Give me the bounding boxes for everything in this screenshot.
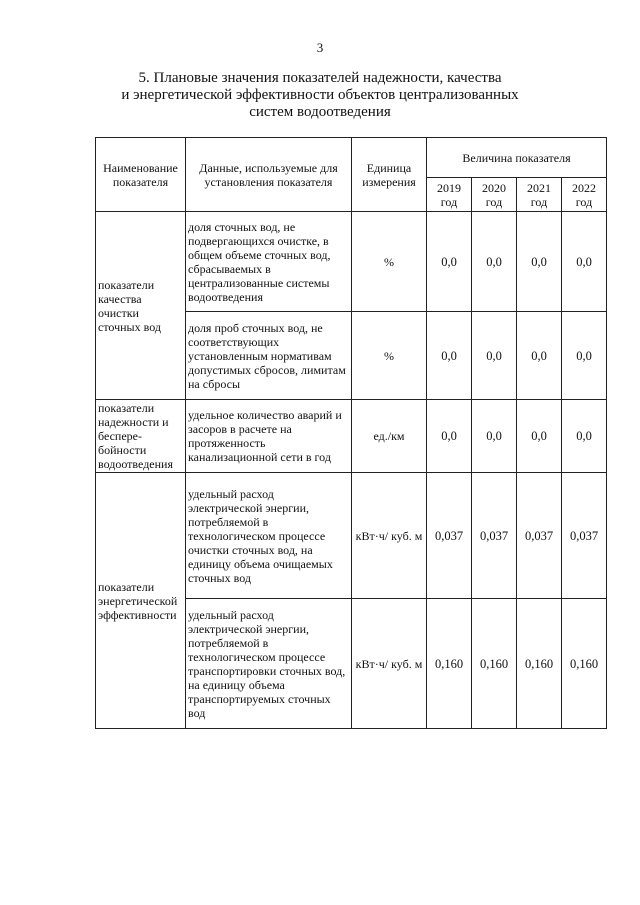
header-row: [96, 138, 607, 178]
value-2021: 0,0: [517, 212, 562, 312]
value-2019: 0,037: [427, 473, 472, 599]
indicators-table: [95, 137, 607, 729]
value-2022: 0,160: [562, 599, 607, 729]
value-2022: 0,0: [562, 312, 607, 400]
header-year-2020: 2020 год: [472, 178, 517, 212]
value-2020: 0,0: [472, 400, 517, 473]
value-2020: 0,0: [472, 212, 517, 312]
row-unit: ед./км: [352, 400, 427, 473]
table-row: [96, 400, 607, 473]
row-description: доля сточных вод, не подвергающихся очистке, в общем объеме сточных вод, сбрасываемых в централизованные системы водоотведения: [186, 212, 352, 312]
group-name-reliability: показатели надежности и беспере-бойности водоотведения: [96, 400, 186, 473]
row-unit: кВт·ч/ куб. м: [352, 473, 427, 599]
table-row: [96, 212, 607, 312]
row-description: доля проб сточных вод, не соответствующих установленным нормативам допустимых сбросов, лимитам на сбросы: [186, 312, 352, 400]
table-row: [96, 473, 607, 599]
value-2019: 0,160: [427, 599, 472, 729]
header-year-2019: 2019 год: [427, 178, 472, 212]
value-2021: 0,160: [517, 599, 562, 729]
value-2022: 0,0: [562, 212, 607, 312]
value-2019: 0,0: [427, 212, 472, 312]
row-description: удельное количество аварий и засоров в расчете на протяженность канализационной сети в год: [186, 400, 352, 473]
value-2020: 0,037: [472, 473, 517, 599]
value-2021: 0,037: [517, 473, 562, 599]
row-unit: %: [352, 212, 427, 312]
row-description: удельный расход электрической энергии, потребляемой в технологическом процессе очистки сточных вод, на единицу объема очищаемых сточных вод: [186, 473, 352, 599]
header-unit: Единица измерения: [352, 138, 427, 212]
title-line-3: систем водоотведения: [249, 104, 391, 120]
value-2019: 0,0: [427, 312, 472, 400]
group-name-energy: показатели энергетической эффективности: [96, 473, 186, 729]
header-data: Данные, используемые для установления показателя: [186, 138, 352, 212]
header-year-2022: 2022 год: [562, 178, 607, 212]
value-2022: 0,0: [562, 400, 607, 473]
value-2020: 0,160: [472, 599, 517, 729]
section-title: [110, 70, 530, 121]
row-unit: кВт·ч/ куб. м: [352, 599, 427, 729]
value-2020: 0,0: [472, 312, 517, 400]
title-line-1: 5. Плановые значения показателей надежности, качества: [138, 70, 502, 86]
row-unit: %: [352, 312, 427, 400]
value-2022: 0,037: [562, 473, 607, 599]
page-number: 3: [316, 40, 324, 55]
header-value-group: Величина показателя: [427, 138, 607, 178]
row-description: удельный расход электрической энергии, потребляемой в технологическом процессе транспортировки сточных вод, на единицу объема транспортируемых сточных вод: [186, 599, 352, 729]
group-name-quality: показатели качества очистки сточных вод: [96, 212, 186, 400]
value-2019: 0,0: [427, 400, 472, 473]
value-2021: 0,0: [517, 312, 562, 400]
header-year-2021: 2021 год: [517, 178, 562, 212]
header-name: Наименование показателя: [96, 138, 186, 212]
title-line-2: и энергетической эффективности объектов централизованных: [121, 87, 519, 103]
value-2021: 0,0: [517, 400, 562, 473]
